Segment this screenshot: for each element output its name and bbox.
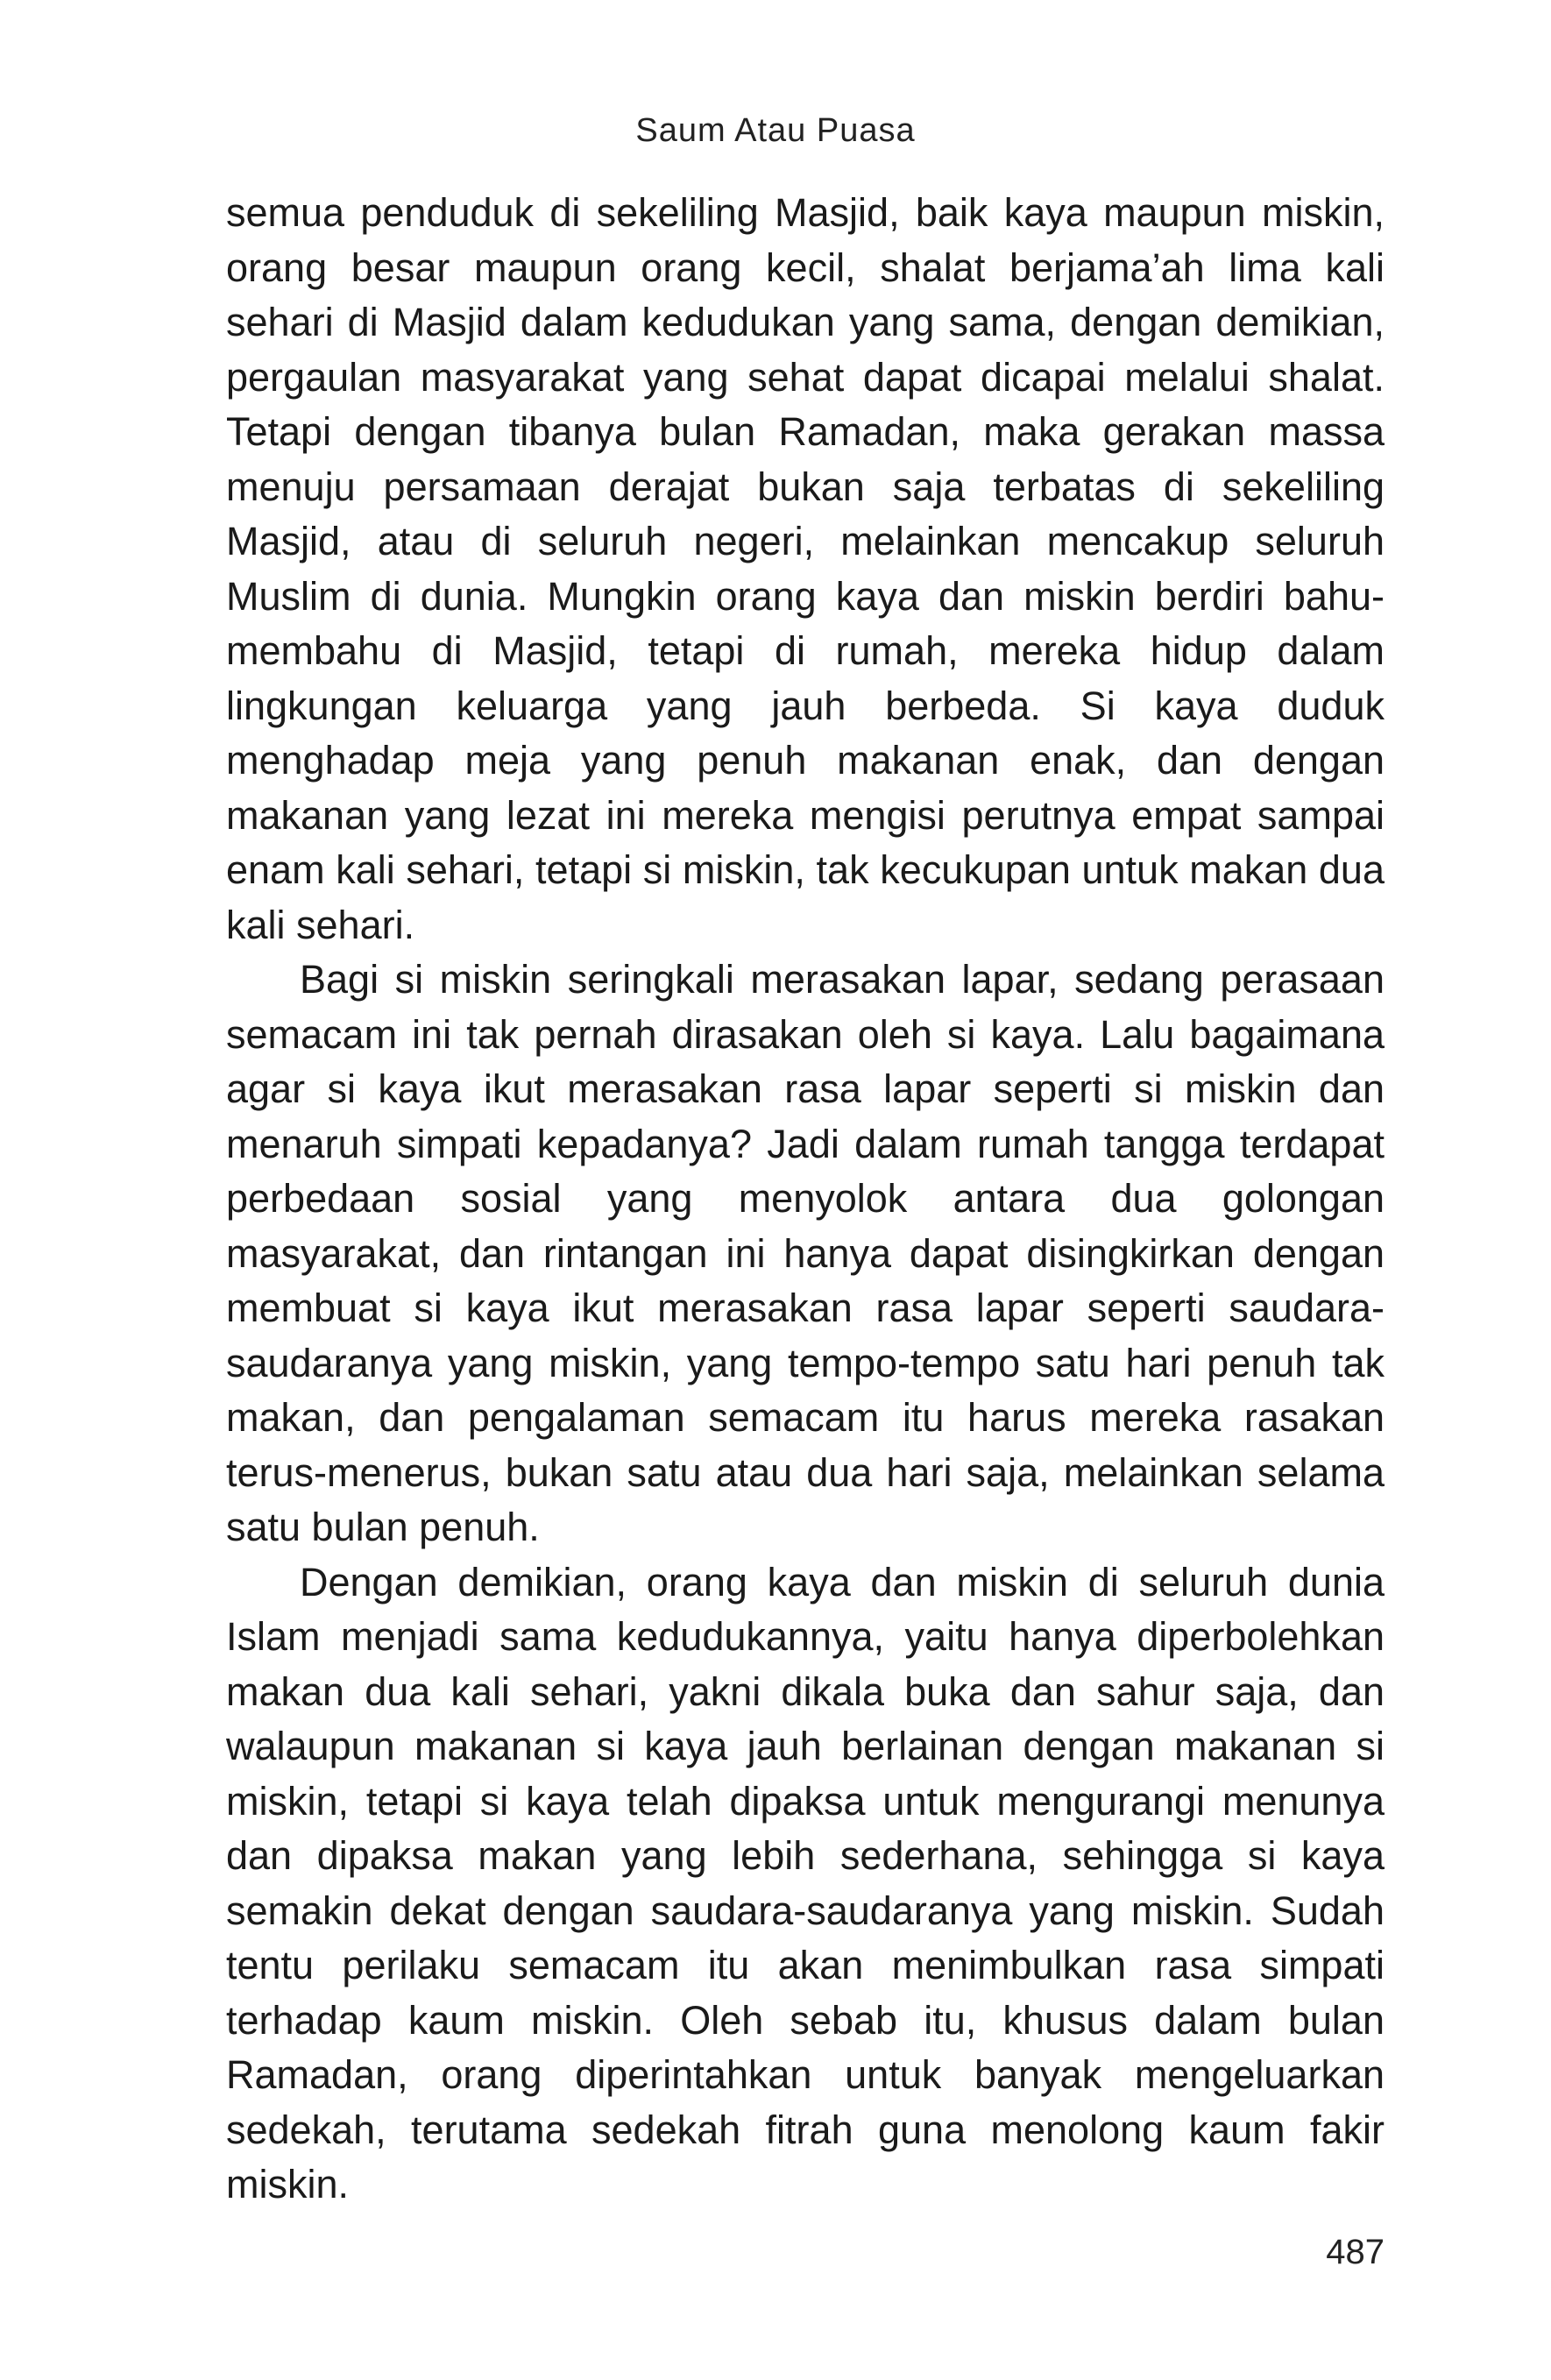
page-number: 487 bbox=[1326, 2233, 1385, 2271]
paragraph-continued: semua penduduk di sekeliling Masjid, baik kaya maupun miskin, orang besar maupun orang kecil, shalat berjama’ah lima kali sehari di Masjid dalam kedudukan yang sama, dengan demikian, pergaulan masyarakat yang sehat dapat dicapai melalui shalat. Tetapi dengan tibanya bulan Ramadan, maka gerakan massa menuju persamaan derajat bukan saja terbatas di sekeliling Masjid, atau di seluruh negeri, melainkan mencakup seluruh Muslim di dunia. Mungkin orang kaya dan miskin berdiri bahu-membahu di Masjid, tetapi di rumah, mereka hidup dalam lingkungan keluarga yang jauh berbeda. Si kaya duduk menghadap meja yang penuh makanan enak, dan dengan makanan yang lezat ini mereka mengisi perutnya empat sampai enam kali sehari, tetapi si miskin, tak kecukupan untuk makan dua kali sehari. bbox=[226, 190, 1385, 947]
body-text bbox=[226, 186, 1385, 2213]
paragraph-hunger: Bagi si miskin seringkali merasakan lapar, sedang perasaan semacam ini tak pernah dirasakan oleh si kaya. Lalu bagaimana agar si kaya ikut merasakan rasa lapar seperti si miskin dan menaruh simpati kepadanya? Jadi dalam rumah tangga terdapat perbedaan sosial yang menyolok antara dua golongan masyarakat, dan rintangan ini hanya dapat disingkirkan dengan membuat si kaya ikut merasakan rasa lapar seperti saudara-saudaranya yang miskin, yang tempo-tempo satu hari penuh tak makan, dan pengalaman semacam itu harus mereka rasakan terus-menerus, bukan satu atau dua hari saja, melainkan selama satu bulan penuh. bbox=[226, 957, 1385, 1549]
running-header: Saum Atau Puasa bbox=[635, 112, 916, 149]
paragraph-equality: Dengan demikian, orang kaya dan miskin di seluruh dunia Islam menjadi sama kedudukannya, yaitu hanya diperbolehkan makan dua kali sehari, yakni dikala buka dan sahur saja, dan walaupun makanan si kaya jauh berlainan dengan makanan si miskin, tetapi si kaya telah dipaksa untuk mengurangi menunya dan dipaksa makan yang lebih sederhana, sehingga si kaya semakin dekat dengan saudara-saudaranya yang miskin. Sudah tentu perilaku semacam itu akan menimbulkan rasa simpati terhadap kaum miskin. Oleh sebab itu, khusus dalam bulan Ramadan, orang diperintahkan untuk banyak mengeluarkan sedekah, terutama sedekah fitrah guna menolong kaum fakir miskin. bbox=[226, 1559, 1385, 2206]
